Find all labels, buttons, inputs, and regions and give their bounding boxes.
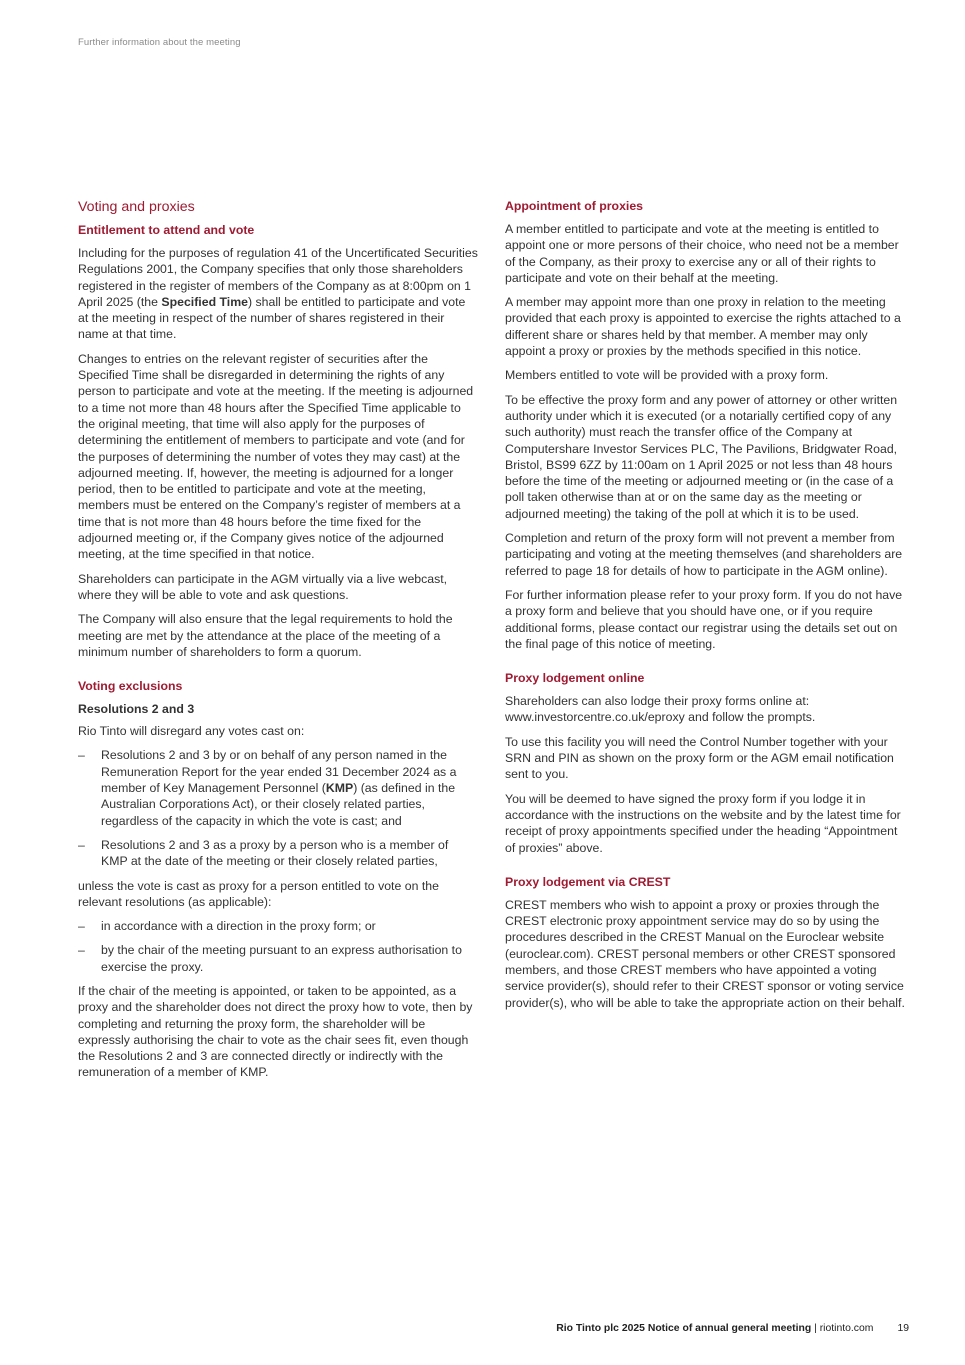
footer-title: Rio Tinto plc 2025 Notice of annual general meeting [556, 1323, 812, 1334]
exclusions-unless: unless the vote is cast as proxy for a person entitled to vote on the relevant resolutions (as applicable): [78, 878, 439, 909]
voting-exclusions-heading: Voting exclusions [78, 679, 183, 694]
appointment-paragraph-5: Completion and return of the proxy form will not prevent a member from participating and voting at the meeting themselves (and shareholders are referred to page 18 for details of how to participate in the AGM online). [505, 531, 903, 578]
page-footer [556, 1323, 909, 1334]
entitlement-paragraph-3: Shareholders can participate in the AGM virtually via a live webcast, where they will be able to vote and ask questions. [78, 571, 448, 602]
kmp-term: KMP [325, 781, 354, 796]
appointment-paragraph-2: A member may appoint more than one proxy in relation to the meeting provided that each proxy is appointed to exercise the rights attached to a different share or shares held by that member. A member may only appoint a proxy or proxies by the methods specified in this notice. [505, 295, 901, 359]
list-item: – by the chair of the meeting pursuant to an express authorisation to exercise the proxy. [78, 942, 478, 975]
footer-separator: | [811, 1323, 820, 1334]
crest-lodgement-heading: Proxy lodgement via CREST [505, 874, 671, 889]
crest-paragraph-1: CREST members who wish to appoint a proxy or proxies through the CREST electronic proxy appointment service may do so by using the procedures described in the CREST Manual on the Euroclear website (euroclear.com). CREST personal members or other CREST sponsored members, and those CREST members who have appointed a voting service provider(s), should refer to their CREST sponsor or voting service provider(s), who will be able to take the appropriate action on their behalf. [505, 897, 905, 1010]
list-item: – in accordance with a direction in the proxy form; or [78, 918, 478, 934]
list-item: – Resolutions 2 and 3 as a proxy by a person who is a member of KMP at the date of the meeting or their closely related parties, [78, 837, 478, 870]
entitlement-heading: Entitlement to attend and vote [78, 223, 255, 237]
list-item: – Resolutions 2 and 3 by or on behalf of any person named in the Remuneration Report for the year ended 31 December 2024 as a member of Key Management Personnel (KMP) (as defined in the Australian Corporations Act), or their closely related parties, regardless of the capacity in which the vote is cast; and [78, 747, 478, 828]
entitlement-paragraph-4: The Company will also ensure that the legal requirements to hold the meeting are met by the attendance at the place of the meeting of a minimum number of shareholders to form a quorum. [78, 612, 453, 659]
online-paragraph-1: Shareholders can also lodge their proxy forms online at: www.investorcentre.co.uk/eproxy and follow the prompts. [505, 694, 816, 725]
running-header: Further information about the meeting [78, 37, 241, 48]
exclusions-list [78, 747, 478, 869]
right-column [505, 198, 905, 1019]
appointment-paragraph-4: To be effective the proxy form and any power of attorney or other written authority under which it is executed (or a notarially certified copy of any such authority) must reach the transfer office of the Company at Computershare Investor Services PLC, The Pavilions, Bridgwater Road, Bristol, BS99 6ZZ by 11:00am on 1 April 2025 or not less than 48 hours before the time of the meeting or adjourned meeting or (in the case of a poll taken otherwise than at or on the same day as the meeting or adjourned meeting) the taking of the poll at which it is to be used. [505, 392, 898, 521]
exclusions-intro: Rio Tinto will disregard any votes cast on: [78, 724, 305, 739]
specified-time-term: Specified Time [161, 294, 248, 309]
left-column [78, 198, 478, 1089]
entitlement-paragraph-1: Including for the purposes of regulation 41 of the Uncertificated Securities Regulations 2001, the Company specifies that only those shareholders registered in the register of members of the Company as at 8:00pm on 1 April 2025 (the Specified Time) shall be entitled to participate and vote at the meeting in respect of the number of shares registered in their name at that time. [78, 246, 478, 342]
entitlement-paragraph-2: Changes to entries on the relevant register of securities after the Specified Time shall be disregarded in determining the rights of any person to participate and vote at the meeting. If the meeting is adjourned to a time not more than 48 hours after the Specified Time applicable to the original meeting, that time will also apply for the purposes of determining the entitlement of members to participate and vote (and for the purposes of determining the number of votes they may cast) at the adjourned meeting. If, however, the meeting is adjourned for a longer period, then to be entitled to participate and vote at the meeting, members must be entered on the Company’s register of members at a time that is not more than 48 hours before the time fixed for the adjourned meeting or, if the Company gives notice of the adjourned meeting, at the time specified in that notice. [78, 351, 474, 562]
resolutions-subheading: Resolutions 2 and 3 [78, 702, 195, 717]
proxy-conditions-list [78, 918, 478, 975]
online-paragraph-3: You will be deemed to have signed the proxy form if you lodge it in accordance with the instructions on the website and by the latest time for receipt of proxy appointments specified under the heading “Appointment of proxies” above. [505, 791, 901, 855]
page-number: 19 [897, 1323, 909, 1334]
section-title: Voting and proxies [78, 199, 195, 215]
appointment-paragraph-6: For further information please refer to your proxy form. If you do not have a proxy form and believe that you should have one, or if you require additional forms, please contact our registrar using the details set out on the final page of this notice of meeting. [505, 587, 903, 651]
exclusions-closing: If the chair of the meeting is appointed, or taken to be appointed, as a proxy and the shareholder does not direct the proxy how to vote, then by completing and returning the proxy form, the shareholder will be expressly authorising the chair to vote as the chair sees fit, even though the Resolutions 2 and 3 are connected directly or indirectly with the remuneration of a member of KMP. [78, 983, 473, 1080]
appointment-paragraph-1: A member entitled to participate and vote at the meeting is entitled to appoint one or more persons of their choice, who need not be a member of the Company, as their proxy to exercise any or all of their rights to participate and vote on their behalf at the meeting. [505, 222, 899, 285]
footer-site: riotinto.com [819, 1323, 874, 1334]
online-lodgement-heading: Proxy lodgement online [505, 671, 645, 686]
online-paragraph-2: To use this facility you will need the Control Number together with your SRN and PIN as shown on the proxy form or the AGM email notification sent to you. [505, 734, 894, 782]
appointment-paragraph-3: Members entitled to vote will be provided with a proxy form. [505, 368, 829, 383]
appointment-heading: Appointment of proxies [505, 199, 643, 213]
